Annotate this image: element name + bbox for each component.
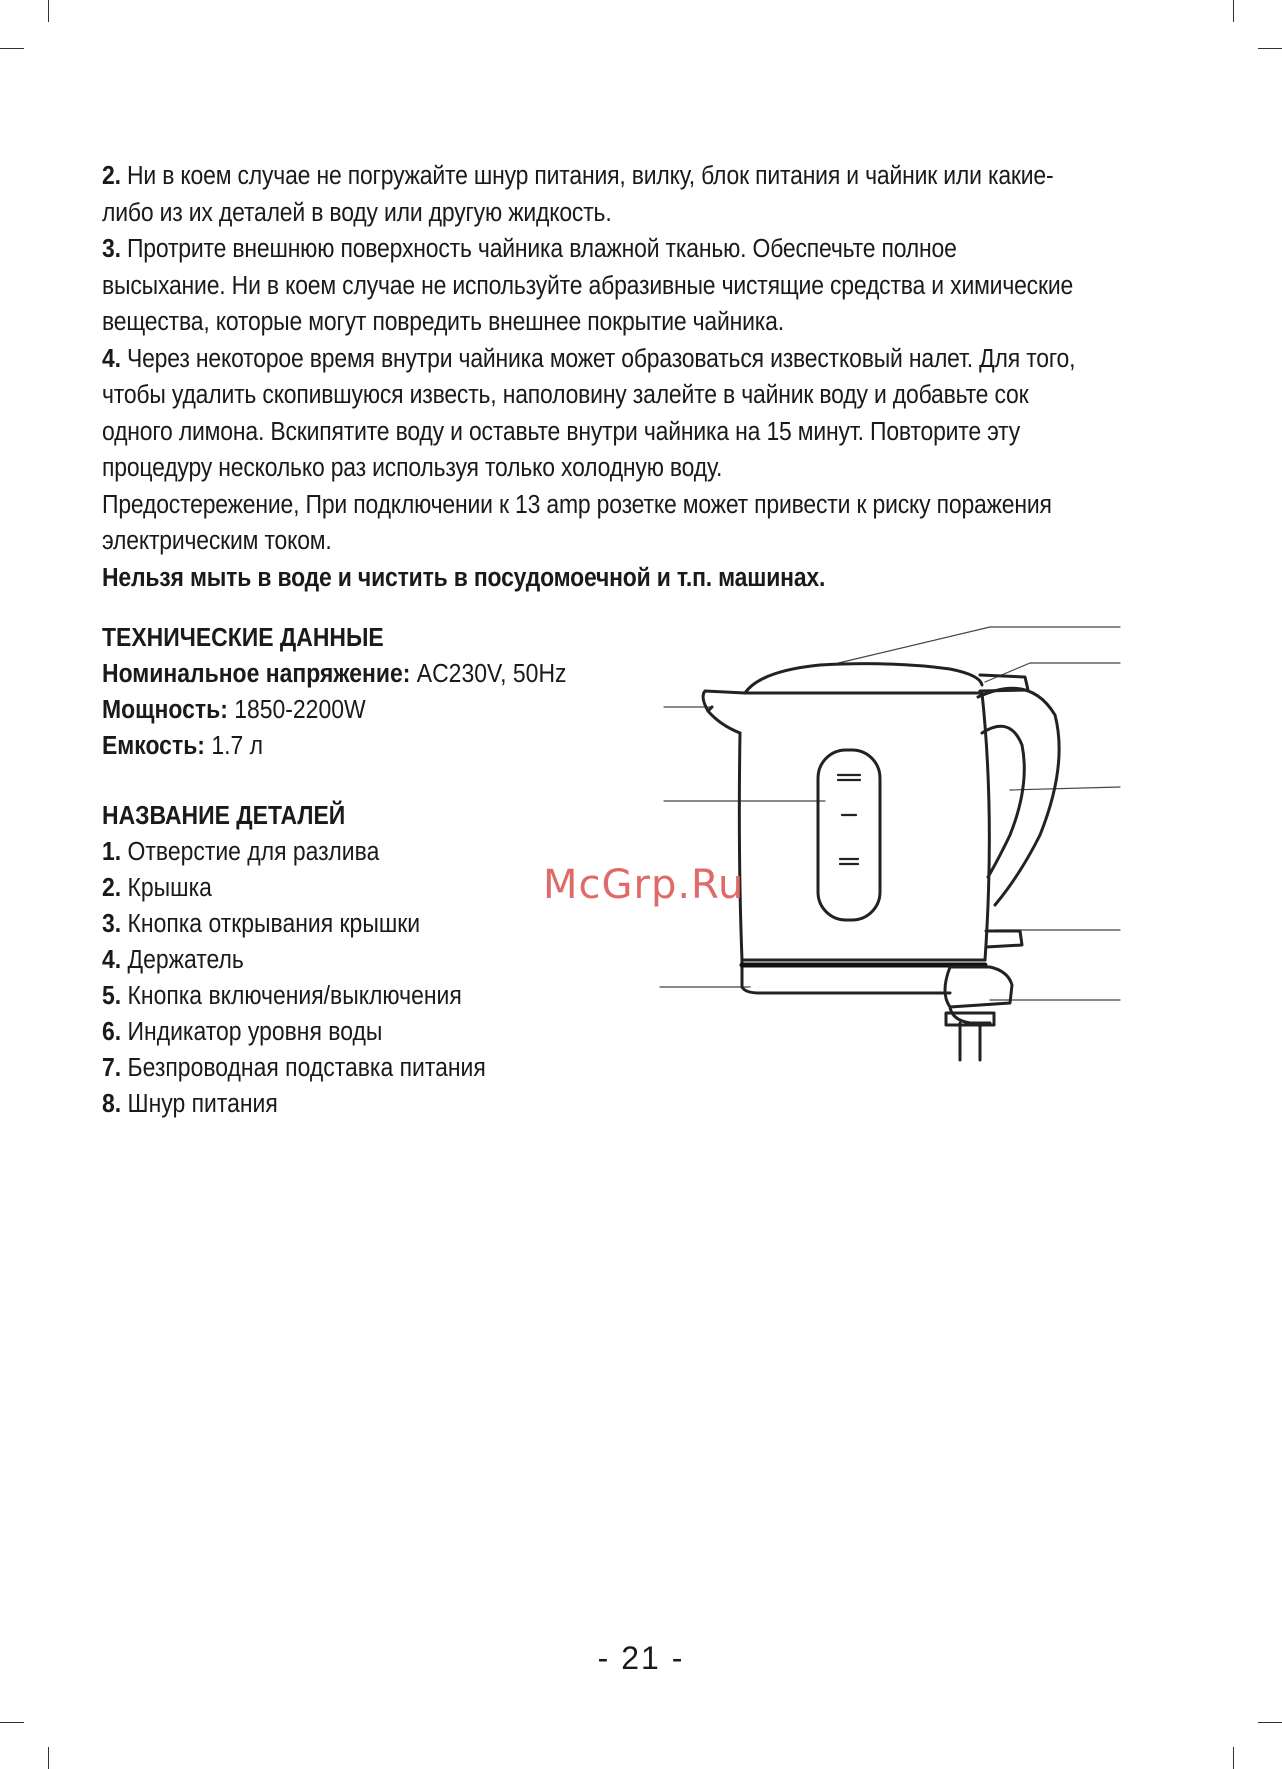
tech-heading: ТЕХНИЧЕСКИЕ ДАННЫЕ [102,624,384,652]
list-item: 3. Кнопка открывания крышки [102,910,421,938]
parts-section [102,798,732,1122]
kettle-diagram [650,615,1282,1065]
crop-mark [1233,1747,1234,1769]
crop-mark [0,48,24,49]
cleaning-instructions [102,158,1083,596]
instruction-item: 3. Протрите внешнюю поверхность чайника влажной тканью. Обеспечьте полное высыхание. Ни в коем случае не используйте абразивные чистящие средства и химические вещества, которые могут повредить внешнее покрытие чайника. [102,235,1074,336]
list-item: 5. Кнопка включения/выключения [102,982,462,1010]
crop-mark [1258,48,1282,49]
spec-row: Мощность: 1850-2200W [102,696,366,724]
list-item: 6. Индикатор уровня воды [102,1018,383,1046]
watermark: McGrp.Ru [543,862,745,908]
list-item: 1. Отверстие для разлива [102,838,380,866]
page-number: - 21 - [597,1640,685,1676]
list-item: 8. Шнур питания [102,1090,278,1118]
warning-text: Нельзя мыть в воде и чистить в посудомоечной и т.п. машинах. [102,563,826,592]
list-item: 2. Крышка [102,874,212,902]
instruction-item: 4. Через некоторое время внутри чайника может образоваться известковый налет. Для того, чтобы удалить скопившуюся известь, наполовину залейте в чайник воду и добавьте сок одного лимона. Вскипятите воду и оставьте внутри чайника на 15 минут. Повторите эту процедуру несколько раз используя только холодную воду. [102,344,1076,482]
crop-mark [0,1722,24,1723]
tech-specs [102,620,732,764]
instruction-item: 2. Ни в коем случае не погружайте шнур питания, вилку, блок питания и чайник или какие-либо из их деталей в воду или другую жидкость. [102,162,1054,227]
caution-text: Предостережение, При подключении к 13 amp розетке может привести к риску поражения электрическим током. [102,490,1052,555]
list-item: 7. Безпроводная подставка питания [102,1054,486,1082]
crop-mark [48,0,49,22]
crop-mark [48,1747,49,1769]
crop-mark [1233,0,1234,22]
spec-row: Емкость: 1.7 л [102,732,264,760]
crop-mark [1258,1722,1282,1723]
parts-heading: НАЗВАНИЕ ДЕТАЛЕЙ [102,802,346,830]
list-item: 4. Держатель [102,946,244,974]
spec-row: Номинальное напряжение: AC230V, 50Hz [102,660,567,688]
